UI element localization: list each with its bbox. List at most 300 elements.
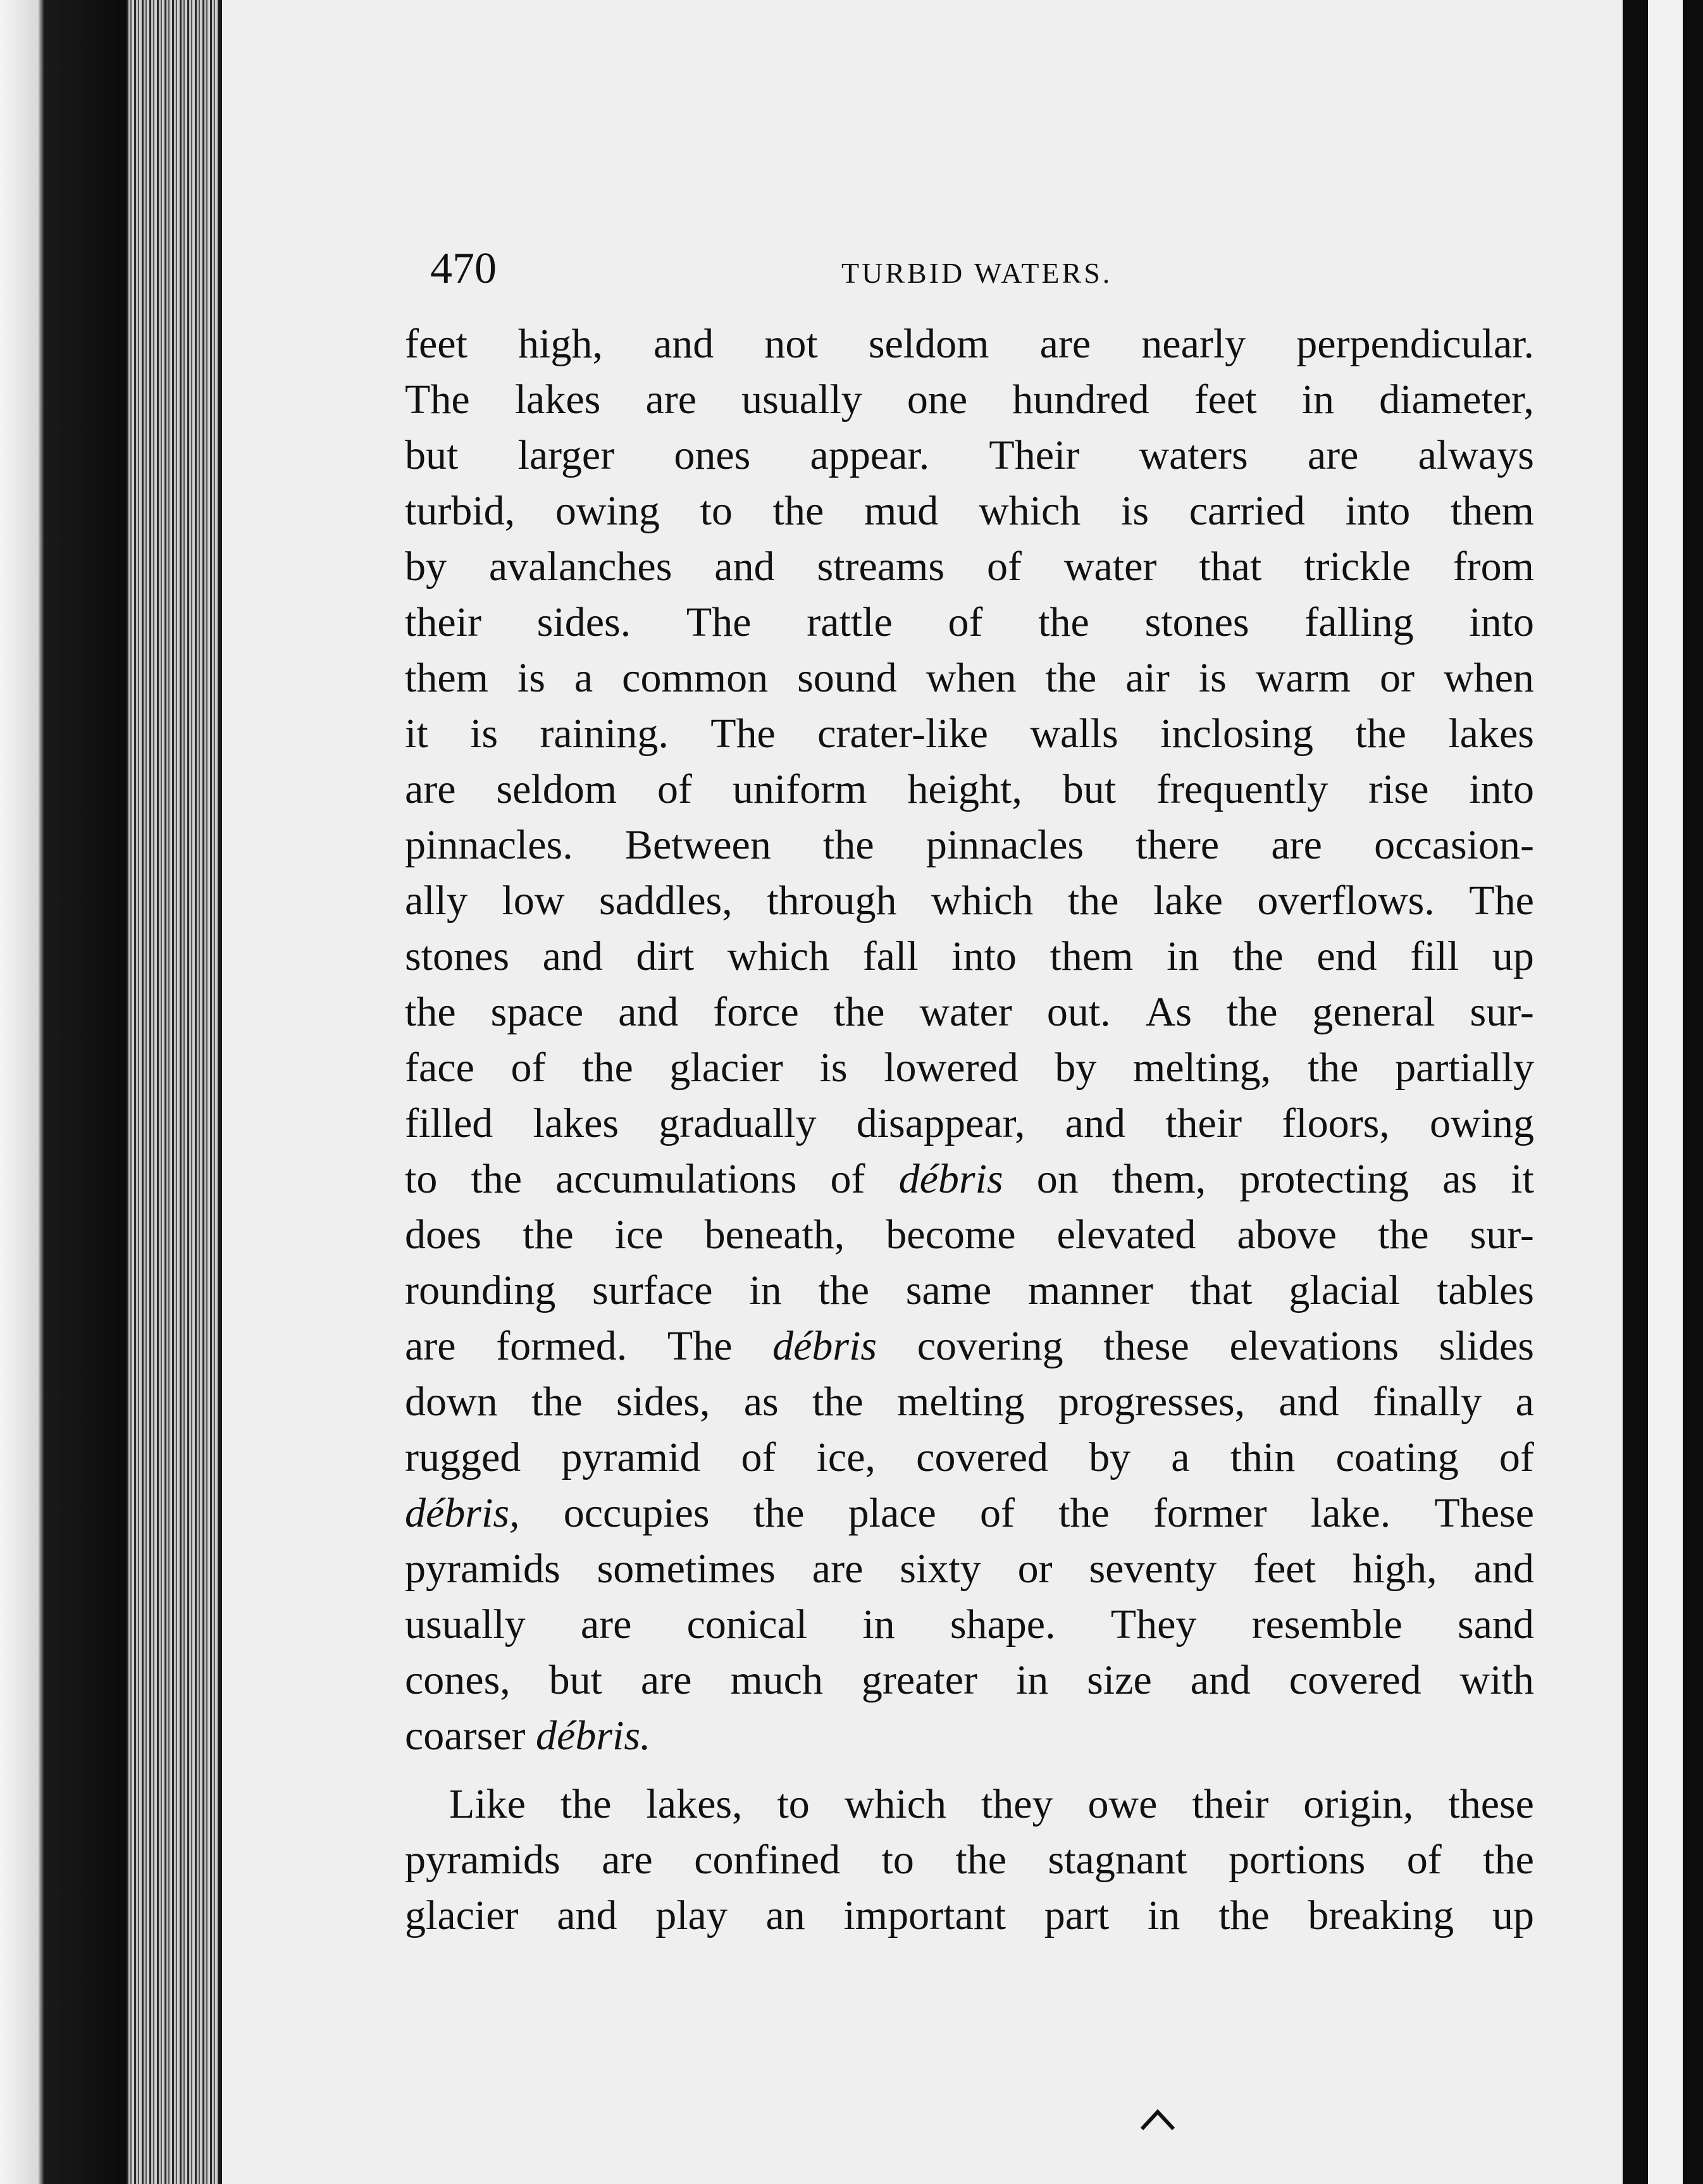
word: saddles,	[598, 878, 733, 924]
word: seldom	[496, 766, 617, 812]
word: of	[741, 1434, 776, 1480]
word: rise	[1368, 766, 1429, 812]
word: ice	[614, 1212, 664, 1258]
word: the	[405, 989, 456, 1035]
word: is	[819, 1045, 848, 1091]
word: The	[710, 710, 776, 757]
word: conical	[686, 1601, 808, 1647]
word: of	[948, 599, 983, 645]
word: them,	[1112, 1156, 1206, 1202]
word: into	[1345, 488, 1411, 534]
word: shape.	[950, 1601, 1056, 1647]
word: turbid,	[405, 488, 516, 534]
word: which	[979, 488, 1081, 534]
word: débris.	[536, 1713, 651, 1759]
text-line	[405, 650, 1534, 706]
page-header	[405, 240, 1534, 316]
word: or	[1017, 1546, 1053, 1592]
text-line	[405, 1374, 1534, 1430]
word: high,	[518, 321, 603, 367]
word: to	[881, 1837, 914, 1883]
word: when	[1443, 655, 1534, 701]
word: of	[980, 1490, 1015, 1536]
page-edges	[127, 0, 221, 2184]
word: water	[1063, 543, 1157, 590]
word: and	[542, 933, 603, 979]
word: that	[1199, 543, 1262, 590]
text-line	[405, 1096, 1534, 1151]
word: and	[1190, 1657, 1251, 1703]
word: the	[1377, 1212, 1429, 1258]
word: by	[405, 543, 447, 590]
word: frequently	[1156, 766, 1328, 812]
word: of	[1499, 1434, 1534, 1480]
word: one	[907, 376, 968, 423]
word: waters	[1139, 432, 1248, 478]
word: manner	[1028, 1267, 1153, 1313]
word: the	[955, 1837, 1007, 1883]
word: Between	[624, 822, 771, 868]
word: seldom	[868, 321, 989, 367]
word: a	[1515, 1379, 1534, 1425]
text-line	[405, 1486, 1534, 1541]
text-line	[405, 1263, 1534, 1318]
word: their	[405, 599, 481, 645]
word: hundred	[1012, 376, 1149, 423]
word: common	[622, 655, 769, 701]
word: them	[1050, 933, 1134, 979]
word: them	[1451, 488, 1534, 534]
word: surface	[592, 1267, 713, 1313]
word: them	[405, 655, 488, 701]
word: much	[730, 1657, 823, 1703]
word: water	[919, 989, 1012, 1035]
word: avalanches	[488, 543, 672, 590]
caret-mark-icon	[1139, 2107, 1177, 2132]
word: sand	[1457, 1601, 1534, 1647]
word: space	[490, 989, 584, 1035]
word: stones	[405, 933, 509, 979]
word: the	[1045, 655, 1097, 701]
word: these	[1103, 1323, 1189, 1369]
word: are	[580, 1601, 632, 1647]
word: elevations	[1229, 1323, 1399, 1369]
text-line	[405, 1653, 1534, 1708]
word: are	[1039, 321, 1091, 367]
word: the	[1218, 1892, 1270, 1939]
text-line	[405, 539, 1534, 595]
word: feet	[1253, 1546, 1316, 1592]
text-line	[405, 1040, 1534, 1096]
word: the	[1058, 1490, 1110, 1536]
word: covered	[916, 1434, 1049, 1480]
word: when	[926, 655, 1017, 701]
word: owing	[555, 488, 660, 534]
word: the	[1355, 710, 1406, 757]
word: portions	[1228, 1837, 1366, 1883]
word: out.	[1046, 989, 1111, 1035]
word: which	[727, 933, 830, 979]
word: débris	[772, 1323, 877, 1369]
word: the	[823, 822, 874, 868]
word: sides,	[616, 1379, 710, 1425]
word: gradually	[659, 1100, 817, 1146]
word: in	[1148, 1892, 1180, 1939]
word: overflows.	[1257, 878, 1435, 924]
word: occupies	[563, 1490, 710, 1536]
word: and	[714, 543, 775, 590]
word: These	[1434, 1490, 1534, 1536]
word: sixty	[900, 1546, 981, 1592]
word: does	[405, 1212, 481, 1258]
word: The	[667, 1323, 733, 1369]
word: to	[777, 1781, 810, 1827]
word: Like	[449, 1781, 526, 1827]
word: which	[931, 878, 1034, 924]
word: the	[812, 1379, 864, 1425]
word: above	[1237, 1212, 1337, 1258]
word: height,	[907, 766, 1022, 812]
book-spine	[0, 0, 127, 2184]
word: diameter,	[1379, 376, 1534, 423]
word: high,	[1352, 1546, 1437, 1592]
word: confined	[694, 1837, 841, 1883]
word: thin	[1230, 1434, 1296, 1480]
word: Their	[989, 432, 1080, 478]
word: covering	[917, 1323, 1063, 1369]
word: lake.	[1310, 1490, 1391, 1536]
word: warm	[1255, 655, 1351, 701]
word: rattle	[807, 599, 893, 645]
text-line	[405, 372, 1534, 428]
text-line	[405, 1151, 1534, 1207]
word: the	[1483, 1837, 1534, 1883]
word: streams	[817, 543, 945, 590]
word: uniform	[732, 766, 867, 812]
word: but	[405, 432, 459, 478]
word: ally	[405, 878, 468, 924]
text-line	[405, 1888, 1534, 1944]
word: rugged	[405, 1434, 521, 1480]
word: lakes,	[646, 1781, 743, 1827]
word: pyramid	[561, 1434, 701, 1480]
word: appear.	[810, 432, 930, 478]
word: by	[1089, 1434, 1131, 1480]
body-text	[405, 316, 1534, 1944]
word: melting	[897, 1379, 1025, 1425]
word: in	[1167, 933, 1199, 979]
word: they	[981, 1781, 1053, 1827]
text-line	[405, 483, 1534, 539]
word: covered	[1289, 1657, 1421, 1703]
word: are	[1271, 822, 1322, 868]
text-line	[405, 762, 1534, 817]
word: ones	[674, 432, 751, 478]
text-line	[405, 817, 1534, 873]
word: an	[765, 1892, 805, 1939]
word: with	[1459, 1657, 1534, 1703]
word: slides	[1439, 1323, 1534, 1369]
word: sound	[797, 655, 897, 701]
word: partially	[1395, 1045, 1534, 1091]
word: pinnacles	[926, 822, 1084, 868]
word: coating	[1335, 1434, 1459, 1480]
word: stagnant	[1048, 1837, 1187, 1883]
word: beneath,	[704, 1212, 845, 1258]
word: general	[1312, 989, 1435, 1035]
word: cones,	[405, 1657, 511, 1703]
text-line	[405, 706, 1534, 762]
word: larger	[517, 432, 615, 478]
word: of	[1406, 1837, 1442, 1883]
word: sur-	[1470, 1212, 1534, 1258]
word: mud	[864, 488, 939, 534]
word: are	[405, 766, 456, 812]
text-line	[405, 1207, 1534, 1263]
word: fall	[862, 933, 919, 979]
word: face	[405, 1045, 474, 1091]
word: débris	[898, 1156, 1003, 1202]
word: and	[1065, 1100, 1125, 1146]
word: the	[818, 1267, 869, 1313]
word: tables	[1436, 1267, 1534, 1313]
word: are	[812, 1546, 864, 1592]
next-page-sliver	[1648, 0, 1683, 2184]
word: lakes	[1448, 710, 1534, 757]
word: and	[618, 989, 679, 1035]
word: feet	[1194, 376, 1257, 423]
word: the	[560, 1781, 612, 1827]
text-line	[405, 1777, 1534, 1832]
text-line	[405, 595, 1534, 650]
word: are	[1307, 432, 1359, 478]
word: usually	[741, 376, 862, 423]
word: which	[844, 1781, 947, 1827]
text-line	[405, 1541, 1534, 1597]
word: through	[767, 878, 897, 924]
word: sur-	[1470, 989, 1534, 1035]
word: disappear,	[856, 1100, 1025, 1146]
word: occasion-	[1374, 822, 1534, 868]
word: the	[471, 1156, 523, 1202]
page-number: 470	[430, 244, 497, 293]
word: the	[833, 989, 885, 1035]
word: feet	[405, 321, 468, 367]
word: elevated	[1056, 1212, 1196, 1258]
word: As	[1145, 989, 1192, 1035]
word: place	[848, 1490, 936, 1536]
word: usually	[405, 1601, 526, 1647]
word: stones	[1144, 599, 1249, 645]
word: are	[602, 1837, 653, 1883]
text-line	[405, 1597, 1534, 1653]
word: to	[405, 1156, 438, 1202]
text-line	[405, 1832, 1534, 1888]
word: pinnacles.	[405, 822, 573, 868]
text-line	[405, 316, 1534, 372]
paragraph-gap	[405, 1764, 1534, 1777]
word: same	[905, 1267, 992, 1313]
word: their	[1165, 1100, 1242, 1146]
word: as	[743, 1379, 779, 1425]
word: and	[1473, 1546, 1534, 1592]
word: into	[951, 933, 1017, 979]
word: lowered	[884, 1045, 1019, 1091]
word: the	[1226, 989, 1278, 1035]
word: The	[405, 376, 470, 423]
word: or	[1380, 655, 1415, 701]
word: ice,	[816, 1434, 876, 1480]
word: the	[772, 488, 824, 534]
word: the	[1067, 878, 1119, 924]
text-line	[405, 1430, 1534, 1486]
text-line	[405, 929, 1534, 984]
word: to	[700, 488, 733, 534]
word: but	[548, 1657, 602, 1703]
word: filled	[405, 1100, 493, 1146]
word: lakes	[514, 376, 601, 423]
text-line	[405, 1708, 1534, 1764]
word: it	[405, 710, 428, 757]
word: glacier	[405, 1892, 519, 1939]
word: always	[1418, 432, 1534, 478]
word: there	[1136, 822, 1220, 868]
word: of	[511, 1045, 546, 1091]
word: are	[405, 1323, 456, 1369]
word: melting,	[1133, 1045, 1272, 1091]
right-edge	[1683, 0, 1703, 2184]
word: the	[582, 1045, 633, 1091]
word: sides.	[536, 599, 631, 645]
word: floors,	[1282, 1100, 1390, 1146]
word: walls	[1030, 710, 1118, 757]
word: of	[830, 1156, 865, 1202]
word: on	[1036, 1156, 1079, 1202]
word: sometimes	[597, 1546, 776, 1592]
text-line	[405, 1318, 1534, 1374]
word: the	[1232, 933, 1284, 979]
word: fill	[1410, 933, 1459, 979]
word: glacier	[669, 1045, 783, 1091]
right-gutter	[1623, 0, 1648, 2184]
word: coarser	[405, 1713, 536, 1759]
word: not	[764, 321, 818, 367]
word: pyramids	[405, 1546, 560, 1592]
word: crater-like	[817, 710, 988, 757]
word: formed.	[496, 1323, 628, 1369]
word: inclosing	[1160, 710, 1313, 757]
word: are	[645, 376, 697, 423]
word: by	[1055, 1045, 1097, 1091]
word: pyramids	[405, 1837, 560, 1883]
word: important	[843, 1892, 1006, 1939]
word: nearly	[1141, 321, 1246, 367]
word: in	[1301, 376, 1335, 423]
word: They	[1110, 1601, 1197, 1647]
word: size	[1087, 1657, 1152, 1703]
word: breaking	[1308, 1892, 1454, 1939]
word: progresses,	[1058, 1379, 1246, 1425]
word: rounding	[405, 1267, 556, 1313]
word: into	[1469, 599, 1534, 645]
word: greater	[861, 1657, 978, 1703]
word: owe	[1087, 1781, 1158, 1827]
word: that	[1189, 1267, 1253, 1313]
word: from	[1452, 543, 1534, 590]
word: seventy	[1089, 1546, 1217, 1592]
word: low	[502, 878, 565, 924]
word: as	[1442, 1156, 1478, 1202]
word: raining.	[540, 710, 669, 757]
word: resemble	[1251, 1601, 1403, 1647]
word: a	[1171, 1434, 1190, 1480]
running-head: TURBID WATERS.	[841, 257, 1113, 289]
word: these	[1448, 1781, 1534, 1827]
word: the	[1307, 1045, 1359, 1091]
word: up	[1492, 933, 1534, 979]
word: and	[1279, 1379, 1339, 1425]
word: of	[986, 543, 1022, 590]
word: part	[1044, 1892, 1110, 1939]
word: finally	[1373, 1379, 1482, 1425]
word: trickle	[1304, 543, 1411, 590]
word: débris,	[405, 1490, 520, 1536]
word: lakes	[533, 1100, 619, 1146]
word: play	[655, 1892, 728, 1939]
text-line	[405, 428, 1534, 483]
word: glacial	[1289, 1267, 1401, 1313]
word: accumulations	[555, 1156, 797, 1202]
word: become	[886, 1212, 1016, 1258]
text-line	[405, 984, 1534, 1040]
word: in	[749, 1267, 782, 1313]
word: the	[531, 1379, 583, 1425]
word: the	[753, 1490, 805, 1536]
word: owing	[1429, 1100, 1534, 1146]
word: dirt	[636, 933, 695, 979]
word: is	[470, 710, 499, 757]
word: their	[1192, 1781, 1269, 1827]
word: the	[522, 1212, 574, 1258]
word: former	[1153, 1490, 1267, 1536]
text-block	[405, 240, 1534, 1944]
word: end	[1316, 933, 1377, 979]
word: it	[1511, 1156, 1534, 1202]
word: in	[1015, 1657, 1049, 1703]
word: The	[1469, 878, 1534, 924]
word: in	[862, 1601, 895, 1647]
word: falling	[1304, 599, 1414, 645]
word: and	[653, 321, 714, 367]
word: into	[1469, 766, 1534, 812]
word: but	[1062, 766, 1117, 812]
word: protecting	[1239, 1156, 1409, 1202]
word: origin,	[1303, 1781, 1414, 1827]
word: are	[640, 1657, 692, 1703]
word: The	[686, 599, 752, 645]
text-line	[405, 873, 1534, 929]
word: is	[1121, 488, 1149, 534]
word: lake	[1153, 878, 1223, 924]
word: and	[557, 1892, 617, 1939]
word: a	[574, 655, 593, 701]
word: the	[1038, 599, 1089, 645]
word: is	[517, 655, 545, 701]
word: up	[1492, 1892, 1534, 1939]
word: is	[1198, 655, 1227, 701]
word: perpendicular.	[1296, 321, 1534, 367]
word: air	[1125, 655, 1170, 701]
